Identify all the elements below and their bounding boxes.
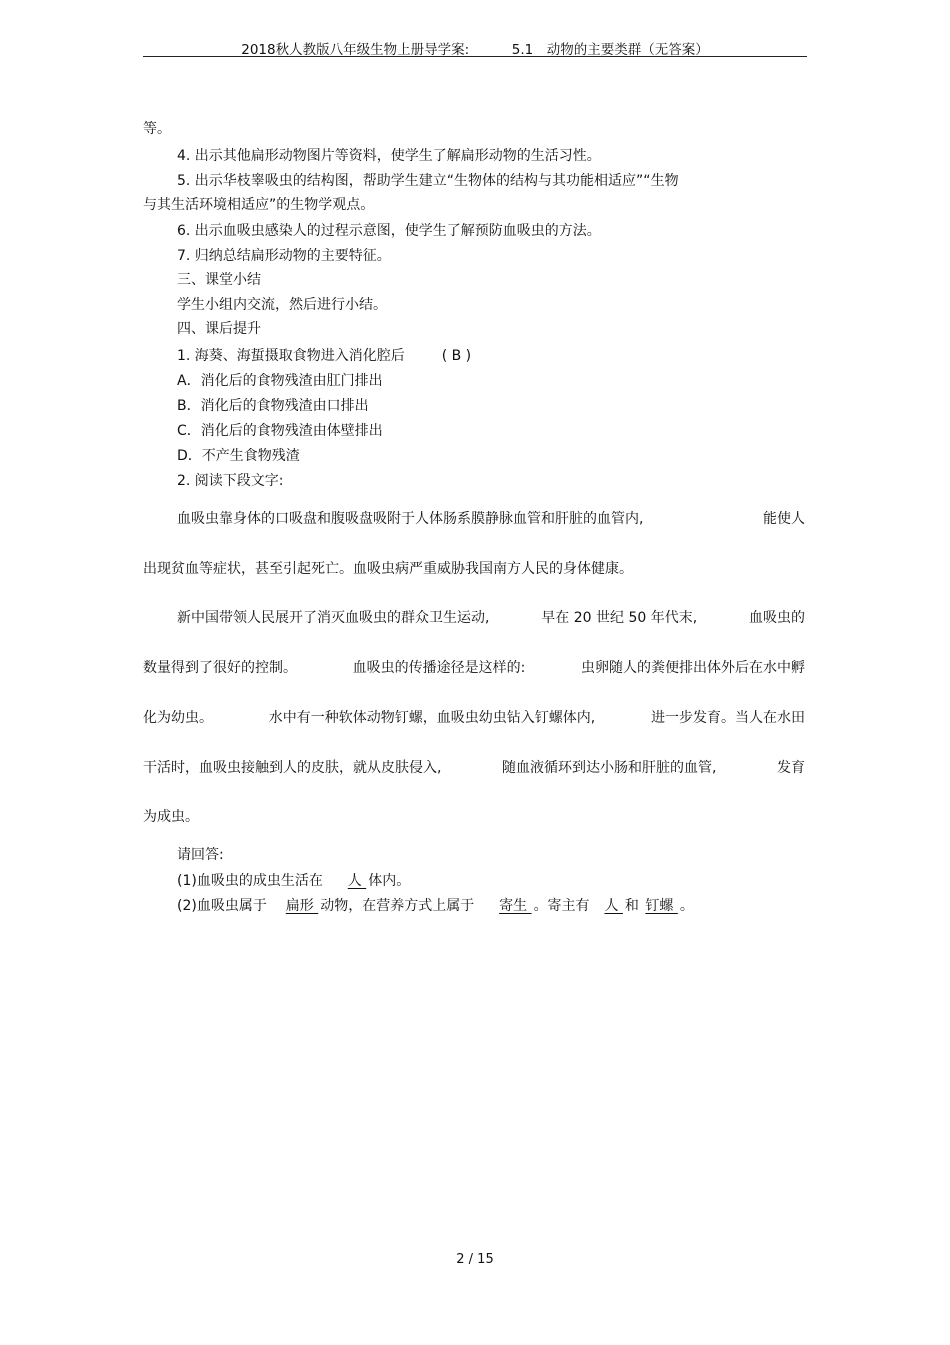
answer-2 <box>177 897 694 915</box>
passage-line-1 <box>177 510 805 528</box>
passage-line-3 <box>177 609 805 627</box>
passage-text: 虫卵随人的粪便排出体外后在水中孵 <box>581 660 805 676</box>
answer-2-text: 和 <box>624 898 639 914</box>
step-5-line1: 5. 出示华枝睾吸虫的结构图，帮助学生建立“生物体的结构与其功能相适应”“生物 <box>177 173 679 189</box>
passage-line-2: 出现贫血等症状，甚至引起死亡。血吸虫病严重威胁我国南方人民的身体健康。 <box>143 561 633 577</box>
answer-1 <box>177 872 410 890</box>
summary-heading: 三、课堂小结 <box>177 272 261 288</box>
passage-text: 化为幼虫。 <box>143 710 213 726</box>
option-c: C．消化后的食物残渣由体壁排出 <box>177 423 383 439</box>
passage-text: 水中有一种软体动物钉螺，血吸虫幼虫钻入钉螺体内, <box>268 710 596 726</box>
answer-2-blank-2: 寄生 <box>499 898 532 914</box>
passage-line-4 <box>143 659 805 677</box>
passage-text: 血吸虫靠身体的口吸盘和腹吸盘吸附于人体肠系膜静脉血管和肝脏的血管内, <box>177 511 644 527</box>
answer-2-text: 。 <box>679 898 694 914</box>
passage-text: 干活时，血吸虫接触到人的皮肤，就从皮肤侵入, <box>143 760 442 776</box>
option-b: B．消化后的食物残渣由口排出 <box>177 398 369 414</box>
step-4: 4. 出示其他扁形动物图片等资料，使学生了解扁形动物的生活习性。 <box>177 148 601 164</box>
question-1-text: 1. 海葵、海蜇摄取食物进入消化腔后 <box>177 348 405 364</box>
answer-2-blank-3: 人 <box>604 898 623 914</box>
header-section: 5.1 动物的主要类群（无答案） <box>511 42 709 58</box>
answer-2-text: 。寄主有 <box>533 898 590 914</box>
step-6: 6. 出示血吸虫感染人的过程示意图，使学生了解预防血吸虫的方法。 <box>177 223 601 239</box>
passage-text: 发育 <box>777 760 805 776</box>
answer-2-prefix: (2)血吸虫属于 <box>177 898 267 914</box>
answer-2-text: 动物，在营养方式上属于 <box>320 898 475 914</box>
passage-text: 早在 20 世纪 50 年代末, <box>541 610 698 626</box>
answer-1-blank: 人 <box>347 873 367 889</box>
extension-heading: 四、课后提升 <box>177 321 261 337</box>
header-rule <box>143 56 807 57</box>
continuation-text: 等。 <box>143 121 171 137</box>
question-1-answer: ( B ) <box>441 348 472 364</box>
answer-1-prefix: (1)血吸虫的成虫生活在 <box>177 873 323 889</box>
passage-text: 随血液循环到达小肠和肝脏的血管, <box>502 760 717 776</box>
step-7: 7. 归纳总结扁形动物的主要特征。 <box>177 248 391 264</box>
question-1 <box>177 347 471 365</box>
passage-text: 进一步发育。当人在水田 <box>650 710 805 726</box>
answer-1-suffix: 体内。 <box>368 873 411 889</box>
step-5-line2: 与其生活环境相适应”的生物学观点。 <box>143 197 375 213</box>
passage-line-7: 为成虫。 <box>143 809 199 825</box>
passage-text: 能使人 <box>763 511 805 527</box>
passage-text: 数量得到了很好的控制。 <box>143 660 297 676</box>
passage-line-5 <box>143 709 805 727</box>
passage-line-6 <box>143 759 805 777</box>
answer-2-blank-4: 钉螺 <box>645 898 678 914</box>
option-a: A．消化后的食物残渣由肛门排出 <box>177 373 383 389</box>
page-number: 2 / 15 <box>456 1252 494 1267</box>
summary-text: 学生小组内交流，然后进行小结。 <box>177 297 387 313</box>
passage-text: 血吸虫的 <box>749 610 805 626</box>
passage-text: 新中国带领人民展开了消灭血吸虫的群众卫生运动, <box>177 610 490 626</box>
passage-text: 血吸虫的传播途径是这样的: <box>352 660 526 676</box>
question-2: 2. 阅读下段文字: <box>177 473 284 489</box>
answer-2-blank-1: 扁形 <box>285 898 319 914</box>
header-title: 2018秋人教版八年级生物上册导学案: <box>241 42 470 58</box>
option-d: D．不产生食物残渣 <box>177 448 300 464</box>
page-header <box>143 38 807 56</box>
answer-prompt: 请回答: <box>177 847 224 863</box>
